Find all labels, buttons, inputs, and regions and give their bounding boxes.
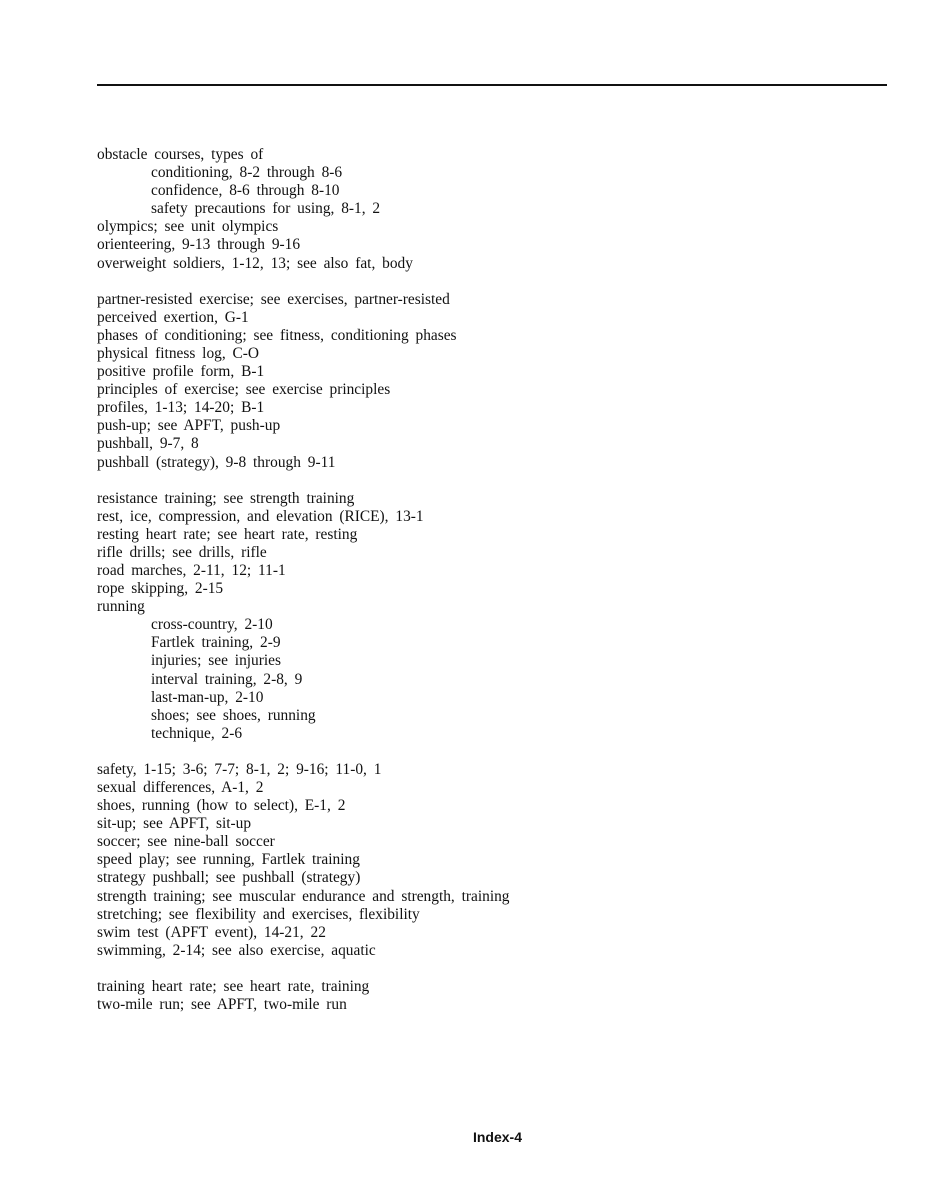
index-subentry: safety precautions for using, 8-1, 2 [151,200,381,218]
index-subentry: confidence, 8-6 through 8-10 [151,182,340,200]
index-entry: profiles, 1-13; 14-20; B-1 [97,399,265,417]
index-entry: road marches, 2-11, 12; 11-1 [97,561,286,579]
index-entry: two-mile run; see APFT, two-mile run [97,996,347,1014]
index-entry: soccer; see nine-ball soccer [97,833,275,851]
index-entry: swim test (APFT event), 14-21, 22 [97,923,326,941]
index-entry: resting heart rate; see heart rate, resting [97,525,358,543]
index-subentry: technique, 2-6 [151,724,243,742]
index-entry: obstacle courses, types of [97,146,264,163]
index-group-t [97,978,887,1014]
index-entry: partner-resisted exercise; see exercises, partner-resisted [97,290,450,308]
index-entry: overweight soldiers, 1-12, 13; see also fat, body [97,254,413,272]
index-entry: resistance training; see strength training [97,489,355,507]
index-entry: sit-up; see APFT, sit-up [97,815,252,833]
index-entry: speed play; see running, Fartlek training [97,851,360,869]
index-entry: orienteering, 9-13 through 9-16 [97,236,301,254]
index-subentry: Fartlek training, 2-9 [151,634,281,652]
index-entry: strategy pushball; see pushball (strategy) [97,869,361,887]
index-entry: training heart rate; see heart rate, training [97,977,370,995]
index-subentry: cross-country, 2-10 [151,616,273,634]
index-group-r [97,490,887,743]
index-entry: positive profile form, B-1 [97,363,265,381]
index-subentry: last-man-up, 2-10 [151,688,264,706]
index-entry: olympics; see unit olympics [97,218,279,236]
index-entry: strength training; see muscular endurance and strength, training [97,887,510,905]
index-entry: rifle drills; see drills, rifle [97,543,267,561]
index-entry: swimming, 2-14; see also exercise, aquatic [97,941,376,959]
index-group-p [97,291,887,472]
index-entry: running [97,598,145,616]
index-entry: phases of conditioning; see fitness, conditioning phases [97,326,457,344]
index-entry: sexual differences, A-1, 2 [97,779,264,796]
index-subentry: conditioning, 8-2 through 8-6 [151,164,343,182]
index-entry: principles of exercise; see exercise principles [97,381,391,399]
index-entry: perceived exertion, G-1 [97,308,249,326]
index-group-s [97,761,887,960]
index-subentry: interval training, 2-8, 9 [151,670,303,688]
index-body [97,146,887,1014]
index-entry: rope skipping, 2-15 [97,580,224,598]
index-entry: push-up; see APFT, push-up [97,417,281,435]
index-entry: pushball, 9-7, 8 [97,435,199,453]
page-number: Index-4 [472,1129,522,1145]
index-entry: shoes, running (how to select), E-1, 2 [97,797,346,815]
index-entry: pushball (strategy), 9-8 through 9-11 [97,453,336,471]
index-group-o [97,146,887,273]
index-entry: physical fitness log, C-O [97,344,260,362]
index-subentry: shoes; see shoes, running [151,706,316,724]
index-entry: safety, 1-15; 3-6; 7-7; 8-1, 2; 9-16; 11-0, 1 [97,760,382,778]
index-entry: rest, ice, compression, and elevation (RICE), 13-1 [97,507,424,525]
index-subentry: injuries; see injuries [151,652,281,670]
header-rule [97,84,887,86]
index-entry: stretching; see flexibility and exercises, flexibility [97,905,420,923]
